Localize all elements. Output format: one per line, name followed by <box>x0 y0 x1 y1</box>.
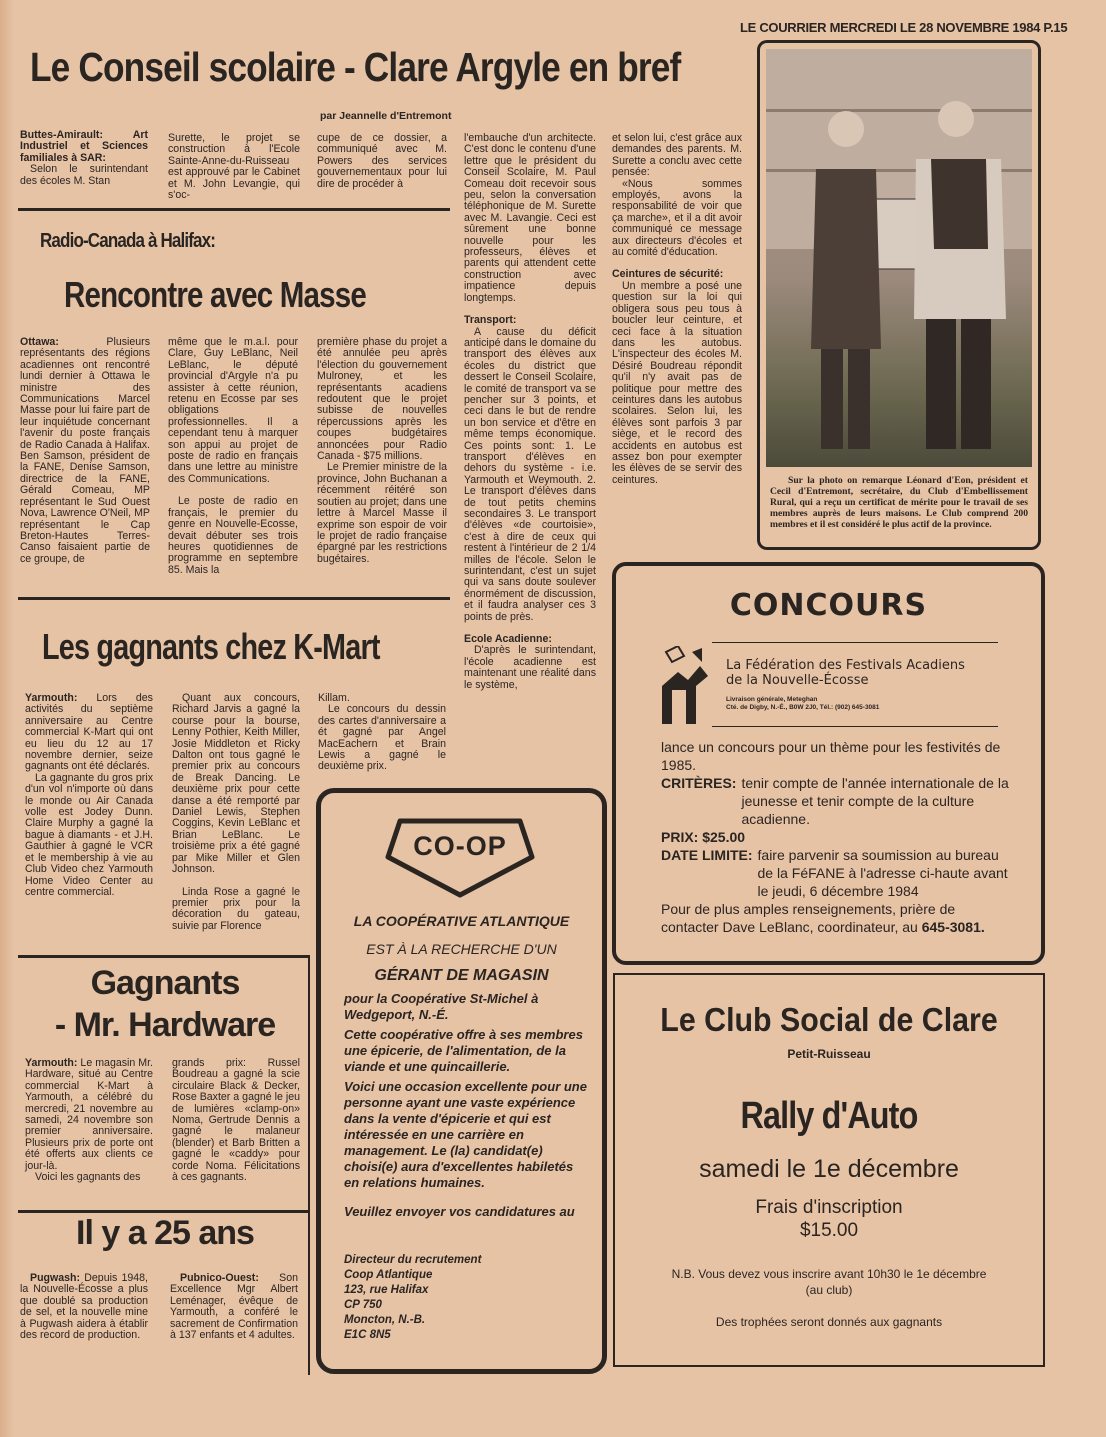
rally-title: Rally d'Auto <box>740 1095 918 1137</box>
conseil-subhead: Buttes-Amirault: Art Industriel et Sciences familiales à SAR: <box>20 129 148 164</box>
ecole-subhead: Ecole Acadienne: <box>464 633 552 646</box>
coop-seeking: EST À LA RECHERCHE D'UN <box>366 941 557 957</box>
concours-address <box>726 696 879 712</box>
radio-col-2 <box>168 337 298 576</box>
conseil-text-4: l'embauche d'un architecte. C'est donc le contenu d'une lettre que le président du Conseil Scolaire, M. Paul Comeau doit recevoir sous peu, selon la conversation téléphonique de M. Surette avec M. Lavangie. Ceci est sûrement une bonne nouvelle pour les professeurs, élèves et parents qui attendent cette construction avec impatience depuis longtemps. <box>464 132 596 304</box>
radio-text-2a: même que le m.a.l. pour Clare, Guy LeBlanc, Neil LeBlanc, le député provincial d'Argyle n'a pu assister à cette réunion, retenu en Ecosse par ses obligations professionnelles. Il a cependant tenu à marquer son appui au projet de poste de radio en français dans une lettre au ministre des Communications. <box>168 336 298 485</box>
kmart-text-1b: La gagnante du gros prix d'un vol n'importe où dans le monde ou Air Canada volle est Jodey Dunn. Claire Murphy a gagné la bague à diamants - et J.H. Gauthier à gagné le VCR et le membership à vie au Club Video chez Yarmouth Home Video Center au centre commercial. <box>25 771 153 898</box>
rally-date: samedi le 1e décembre <box>699 1155 959 1183</box>
kmart-col-1 <box>25 693 153 898</box>
radio-col-1 <box>20 337 150 565</box>
concours-phone: 645-3081. <box>921 919 985 935</box>
divider <box>18 955 308 958</box>
conseil-byline: par Jeannelle d'Entremont <box>320 110 452 122</box>
kmart-col-3 <box>318 693 446 773</box>
ans25-dateline-1: Pugwash: <box>30 1272 81 1284</box>
photo <box>766 49 1032 467</box>
divider <box>18 597 450 600</box>
ceinture-subhead: Ceintures de sécurité: <box>612 268 724 281</box>
concours-title: CONCOURS <box>729 588 928 623</box>
coop-position: GÉRANT DE MAGASIN <box>374 967 549 984</box>
divider <box>712 642 998 643</box>
coop-address-line: Moncton, N.-B. <box>344 1314 426 1326</box>
ans25-col-2 <box>170 1273 298 1341</box>
rally-trophies: Des trophées seront donnés aux gagnants <box>715 1315 943 1329</box>
photo-caption: Sur la photo on remarque Léonard d'Eon, président et Cecil d'Entremont, secrétaire, du Club d'Embellissement Rural, qui a reçu un certificat de mérite pour le travail de ses membres auprès de leurs maisons. Le Club comprend 200 membres et il est considéré le plus actif de la province. <box>770 475 1028 530</box>
coop-apply: Veuillez envoyer vos candidatures au <box>344 1204 575 1219</box>
radio-text-3a: première phase du projet a été annulée peu après l'élection du gouvernement Mulroney, et les représentants acadiens redoutent que le projet subisse de nouvelles répercussions après les coupes budgétaires annoncées pour Radio Canada - $75 millions. <box>317 336 447 463</box>
conseil-col-1 <box>20 130 148 187</box>
coop-address-line: Coop Atlantique <box>344 1269 433 1281</box>
concours-criteria-label: CRITÈRES: <box>661 775 737 791</box>
coop-address <box>344 1253 589 1343</box>
kmart-text-3a: Killam. <box>318 692 350 704</box>
rally-note-2: (au club) <box>805 1283 853 1297</box>
rally-note: N.B. Vous devez vous inscrire avant 10h30 le 1e décembre <box>671 1267 987 1281</box>
conseil-headline: Le Conseil scolaire - Clare Argyle en bref <box>30 44 681 90</box>
radio-text-3b: Le Premier ministre de la province, John Buchanan a récemment réitéré son soutien au projet; dans une lettre à Marcel Masse il exprime son espoir de voir le projet de radio française épargné par les restrictions bugétaires. <box>317 461 447 565</box>
hardware-text-1a: Le magasin Mr. Hardware, situé au Centre commercial K-Mart à Yarmouth, a célébré du mercredi, 21 novembre au samedi, 24 novembre son premier anniversaire. Plusieurs prix de porte ont été offerts aux clients ce jour-là. <box>25 1057 153 1172</box>
radio-headline: Rencontre avec Masse <box>64 274 366 315</box>
concours-org <box>726 658 965 688</box>
kmart-text-1a: Lors des activités du septième anniversaire au Centre commercial K-Mart qui ont eu lieu du 12 au 17 novembre dernier, seize gagnants ont été déclarés. <box>25 692 153 773</box>
concours-deadline-label: DATE LIMITE: <box>661 847 753 863</box>
conseil-col-2 <box>168 133 300 201</box>
rally-fee-label: Frais d'inscription <box>755 1197 903 1218</box>
radio-col-3 <box>317 337 447 565</box>
hardware-headline <box>20 962 310 1046</box>
conseil-text-5a: et selon lui, c'est grâce aux demandes des parents. M. Surette a conclu avec cette pensée: <box>612 132 742 179</box>
rally-fee: $15.00 <box>799 1220 859 1241</box>
kmart-dateline: Yarmouth: <box>25 692 78 704</box>
hardware-text-1b: Voici les gagnants des <box>35 1171 141 1184</box>
radio-text-1: Plusieurs représentants des régions acadiennes ont rencontré lundi dernier à Ottawa le ministre des Communications Marcel Masse pour lui faire part de leur inquiétude concernant l'avenir du poste français de Radio Canada à Halifax. Ben Samson, président de la FANE, Denise Samson, directrice de la FANE, Gérald Comeau, MP représentant le Sud Ouest Nova, Lawrence O'Neil, MP représentant le Cap Breton-Hautes Terres-Canso faisaient partie de ce groupe, de <box>20 336 150 565</box>
ans25-dateline-2: Pubnico-Ouest: <box>180 1272 259 1284</box>
ans25-col-1 <box>20 1273 148 1341</box>
hardware-text-2: grands prix: Russel Boudreau a gagné la scie circulaire Black & Decker, Rose Baxter a gagné le jeu de lumières «clamp-on» Noma, Gertrude Dennis a gagné le malaneur (blender) et Barb Britten a gagné le «caddy» pour corde Noma. Félicitations à ces gagnants. <box>172 1057 300 1184</box>
hardware-headline-line2: - Mr. Hardware <box>54 1006 276 1044</box>
concours-criteria: tenir compte de l'année internationale de la jeunesse et tenir compte de la culture acadienne. <box>741 775 1009 827</box>
ans25-text-2: Son Excellence Mgr Albert Leménager, évêque de Yarmouth, a conféré le sacrement de Confirmation à 137 enfants et 4 adultes. <box>170 1272 298 1342</box>
conseil-text-5b: «Nous sommes employés, avons la responsabilité de voir que ça marche», et il a dit avoir communiqué ce message aux directeurs d'écoles et au comité d'éducation. <box>612 177 742 259</box>
concours-ad <box>612 562 1045 965</box>
transport-subhead: Transport: <box>464 314 517 327</box>
coop-opportunity: Voici une occasion excellente pour une personne ayant une vaste expérience dans la vente d'épicerie et qui est intéressée en une carrière en management. Le (la) candidat(e) choisi(e) aura d'excellentes habiletés en relations humaines. <box>344 1079 587 1190</box>
coop-address-line: Directeur du recrutement <box>344 1254 482 1266</box>
divider <box>712 726 998 727</box>
concours-contact: Pour de plus amples renseignements, prière de contacter Dave LeBlanc, coordinateur, au <box>661 901 956 935</box>
photo-box <box>757 40 1041 550</box>
conseil-text-3: cupe de ce dossier, a communiqué avec M. Powers des services gouvernementaux pour lui dire de procéder à <box>317 132 447 190</box>
concours-intro: lance un concours pour un thème pour les festivités de 1985. <box>661 739 1001 773</box>
conseil-col-3 <box>317 133 447 190</box>
rally-place: Petit-Ruisseau <box>787 1047 871 1061</box>
coop-description: Cette coopérative offre à ses membres une épicerie, de l'alimentation, de la viande et une quincaillerie. <box>344 1027 583 1074</box>
rally-ad <box>613 973 1045 1367</box>
ecole-text: D'après le surintendant, l'école acadienne est maintenant une réalité dans le système, <box>464 644 596 691</box>
conseil-col-4 <box>464 133 596 691</box>
kmart-headline: Les gagnants chez K-Mart <box>42 626 380 667</box>
conseil-text-2: Surette, le projet se construction à l'Ecole Sainte-Anne-du-Ruisseau est approuvé par le Cabinet et M. John Levangie, qui s'oc- <box>168 132 300 202</box>
hardware-headline-line1: Gagnants <box>90 964 240 1002</box>
photo-two-men <box>766 49 1032 467</box>
ceinture-text: Un membre a posé une question sur la loi qui obligera sous peu tous à boucler leur ceinture, et ceci face à la situation dans les autobus. L'inspecteur des écoles M. Désiré Boudreau répondit qu'il n'y avait pas de politique pour mettre des ceintures dans les autobus scolaires. Selon lui, les élèves sont parfois 3 par siège, et le record des accidents en autobus est assez bon pour exempter les élèves de se servir des ceintures. <box>612 279 742 486</box>
concours-body <box>661 738 1011 936</box>
divider <box>18 208 450 211</box>
kmart-text-3b: Le concours du dessin des cartes d'anniversaire a ét gagné par Angel MacEachern et Brain Lewis a gagné le deuxième prix. <box>318 703 446 773</box>
coop-logo-text: CO-OP <box>413 831 507 861</box>
page-fold-shadow <box>0 0 14 1437</box>
kmart-col-2 <box>172 693 300 932</box>
ans25-headline: Il y a 25 ans <box>76 1214 254 1252</box>
coop-address-line: CP 750 <box>344 1299 382 1311</box>
conseil-col-5 <box>612 133 742 486</box>
coop-ad <box>316 788 607 1374</box>
kmart-text-2a: Quant aux concours, Richard Jarvis a gagné la course pour la bourse, Lenny Pothier, Keith Miller, Josie Middleton et Ricky Dalton ont tous gagné le premier prix au concours de Break Dancing. Le deuxième prix pour cette danse a été remporté par Daniel Lewis, Stephen Coggins, Kevin LeBlanc et Brian LeBlanc. Le troisième prix a été gagné par Mike Miller et Glen Johnson. <box>172 692 300 876</box>
transport-text: A cause du déficit anticipé dans le domaine du transport des élèves aux écoles du district que dessert le Conseil Scolaire, le comité de transport va se pencher sur 3 points, et ceci dans le but de rendre un bon service et d'être en même temps économique. Ces points sont: 1. Le transport d'élèves en dehors du système - i.e. Yarmouth et Weymouth. 2. Le transport d'élèves dans de tout petits chemins secondaires 3. Le transport d'élèves «de courtoisie», c'est à dire de ceux qui restent à l'intérieur de 2 1/4 milles de l'école. Selon le surintendant, c'est un sujet qui va sans doute soulever énormément de discussion, et il faudra analyser ces 3 points de près. <box>464 325 596 623</box>
column-rule <box>308 955 310 1375</box>
radio-kicker: Radio-Canada à Halifax: <box>40 230 216 252</box>
rally-club: Le Club Social de Clare <box>660 1001 998 1038</box>
kmart-text-2b: Linda Rose a gagné le premier prix pour la décoration du gateau, suivie par Florence <box>172 885 300 932</box>
concours-address-line2: Cté. de Digby, N.-É., B0W 2J0, Tél.: (902) 645-3081 <box>726 704 880 711</box>
fefane-logo-icon <box>658 646 714 726</box>
ans25-text-1: Depuis 1948, la Nouvelle-Écosse a plus que doublé sa production de sel, et la nouvelle mine à Pugwash aidera à établir des record de production. <box>20 1272 148 1342</box>
hardware-col-1 <box>25 1058 153 1183</box>
coop-body <box>344 991 589 1220</box>
concours-org-line1: La Fédération des Festivals Acadiens <box>726 658 965 673</box>
coop-address-line: E1C 8N5 <box>344 1329 391 1341</box>
radio-text-2b: Le poste de radio en français, le premier du genre en Nouvelle-Ecosse, devait débuter ses trois heures quotidiennes de programme en septembre 85. Mais la <box>168 495 298 576</box>
masthead: LE COURRIER MERCREDI LE 28 NOVEMBRE 1984 P.15 <box>740 20 1068 35</box>
radio-dateline: Ottawa: <box>20 336 59 348</box>
divider <box>18 1210 308 1213</box>
coop-org: LA COOPÉRATIVE ATLANTIQUE <box>353 913 570 929</box>
hardware-col-2 <box>172 1058 300 1183</box>
conseil-text-1: Selon le surintendant des écoles M. Stan <box>20 163 148 187</box>
coop-address-line: 123, rue Halifax <box>344 1284 429 1296</box>
coop-location: pour la Coopérative St-Michel à Wedgeport, N.-É. <box>344 991 539 1022</box>
concours-prize: PRIX: $25.00 <box>661 829 746 845</box>
concours-org-line2: de la Nouvelle-Écosse <box>726 673 869 688</box>
hardware-dateline: Yarmouth: <box>25 1057 78 1069</box>
concours-address-line1: Livraison générale, Meteghan <box>726 696 818 703</box>
concours-deadline: faire parvenir sa soumission au bureau de la FéFANE à l'adresse ci-haute avant le jeudi, 6 décembre 1984 <box>757 847 1008 899</box>
